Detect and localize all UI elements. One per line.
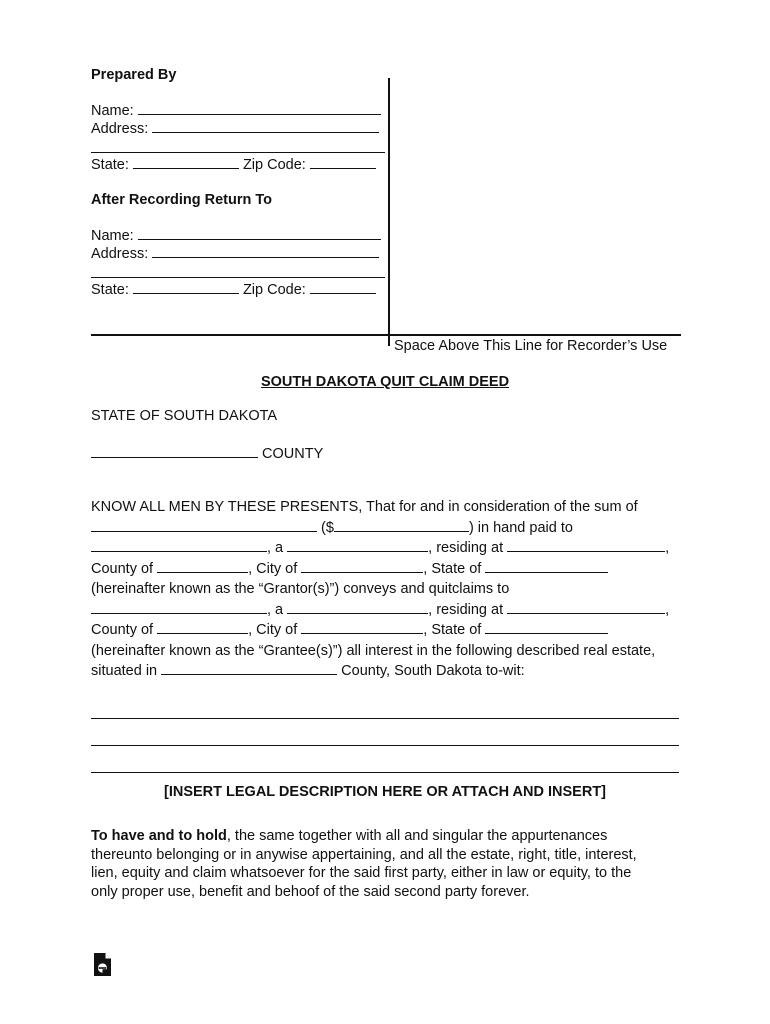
deed-body	[91, 497, 691, 682]
grantor-clause: (hereinafter known as the “Grantor(s)”) conveys and quitclaims to	[91, 581, 510, 597]
grantor-residing-label: , residing at	[428, 540, 504, 556]
grantee-state-blank[interactable]	[485, 621, 608, 634]
prepared-by-state-label: State:	[91, 157, 129, 173]
recorder-vertical-divider	[388, 78, 390, 346]
dollar-open: ($	[321, 519, 334, 536]
habendum-line-4: only proper use, benefit and behoof of the said second party forever.	[91, 883, 530, 900]
grantor-city-label: , City of	[248, 560, 298, 577]
grantee-a-label: , a	[267, 601, 284, 618]
body-row-3	[91, 538, 691, 559]
legal-description-line-1[interactable]	[91, 718, 679, 719]
body-row-2	[91, 518, 691, 539]
legal-description-instruction: [INSERT LEGAL DESCRIPTION HERE OR ATTACH AND INSERT]	[164, 784, 606, 800]
grantee-city-label: , City of	[248, 622, 298, 638]
legal-description-line-3[interactable]	[91, 772, 679, 773]
return-to-address-row	[91, 245, 379, 262]
grantee-state-label: , State of	[423, 622, 482, 638]
habendum-line-1-rest: , the same together with all and singular the appurtenances	[226, 828, 608, 844]
prepared-by-address-blank[interactable]	[152, 120, 379, 133]
recorder-note: Space Above This Line for Recorder’s Use	[394, 338, 668, 354]
consideration-amount-blank[interactable]	[334, 519, 469, 532]
county-blank[interactable]	[91, 445, 258, 458]
return-to-state-label: State:	[91, 282, 129, 298]
grantor-comma: ,	[665, 540, 670, 556]
prepared-by-heading: Prepared By	[91, 67, 177, 83]
grantee-residing-label: , residing at	[428, 601, 504, 618]
habendum-line-2: thereunto belonging or in anywise appertaining, and all the estate, right, title, interest,	[91, 846, 637, 863]
return-to-name-blank[interactable]	[138, 227, 381, 240]
situated-county-blank[interactable]	[161, 662, 337, 675]
body-row-4	[91, 559, 691, 580]
eforms-logo-icon	[93, 952, 112, 977]
return-to-address-line2[interactable]	[91, 277, 385, 278]
legal-description-line-2[interactable]	[91, 745, 679, 746]
body-row-7	[91, 620, 691, 641]
return-to-state-blank[interactable]	[133, 281, 239, 294]
body-row-5	[91, 579, 691, 600]
prepared-by-address-row	[91, 120, 379, 137]
return-to-name-label: Name:	[91, 228, 134, 244]
county-row	[91, 445, 323, 462]
grantor-address-blank[interactable]	[507, 539, 665, 552]
prepared-by-state-blank[interactable]	[133, 156, 239, 169]
prepared-by-name-blank[interactable]	[138, 102, 381, 115]
body-row-8	[91, 641, 691, 662]
prepared-by-zip-blank[interactable]	[310, 156, 376, 169]
habendum-paragraph	[91, 827, 691, 901]
prepared-by-name-label: Name:	[91, 103, 134, 119]
body-row-6	[91, 600, 691, 621]
grantor-county-label: County of	[91, 560, 154, 577]
opening-text: KNOW ALL MEN BY THESE PRESENTS, That for and in consideration of the sum of	[91, 499, 638, 515]
grantee-clause: (hereinafter known as the “Grantee(s)”) all interest in the following described real estate,	[91, 642, 656, 659]
return-to-zip-label: Zip Code:	[242, 282, 306, 298]
grantor-status-blank[interactable]	[287, 539, 428, 552]
grantee-status-blank[interactable]	[287, 601, 428, 614]
prepared-by-address-line2[interactable]	[91, 152, 385, 153]
consideration-words-blank[interactable]	[91, 519, 317, 532]
county-sd-label: County, South Dakota to-wit:	[341, 663, 525, 679]
return-to-name-row	[91, 227, 381, 244]
prepared-by-zip-label: Zip Code:	[242, 157, 306, 173]
body-row-1	[91, 497, 691, 518]
habendum-line-3: lien, equity and claim whatsoever for the said first party, either in law or equity, to the	[91, 865, 632, 881]
return-to-state-row	[91, 281, 376, 298]
return-to-zip-blank[interactable]	[310, 281, 376, 294]
return-to-address-blank[interactable]	[152, 245, 379, 258]
state-line: STATE OF SOUTH DAKOTA	[91, 408, 278, 424]
dollar-close: ) in hand paid to	[468, 519, 573, 536]
grantee-county-blank[interactable]	[157, 621, 248, 634]
grantee-address-blank[interactable]	[507, 601, 665, 614]
county-label: COUNTY	[262, 446, 324, 462]
grantor-city-blank[interactable]	[301, 560, 423, 573]
grantor-state-label: , State of	[423, 560, 482, 577]
recorder-horizontal-divider	[91, 334, 681, 336]
prepared-by-state-row	[91, 156, 376, 173]
body-row-9	[91, 661, 691, 682]
grantee-county-label: County of	[91, 622, 154, 638]
document-title: SOUTH DAKOTA QUIT CLAIM DEED	[260, 374, 510, 390]
grantor-a-label: , a	[267, 540, 284, 556]
prepared-by-address-label: Address:	[91, 121, 149, 137]
grantee-name-blank[interactable]	[91, 601, 267, 614]
grantee-city-blank[interactable]	[301, 621, 423, 634]
habendum-bold-lead: To have and to hold	[91, 828, 227, 844]
return-to-heading: After Recording Return To	[91, 192, 272, 208]
situated-label: situated in	[91, 663, 158, 679]
return-to-address-label: Address:	[91, 246, 149, 262]
grantee-comma: ,	[665, 601, 670, 618]
grantor-name-blank[interactable]	[91, 539, 267, 552]
grantor-state-blank[interactable]	[485, 560, 608, 573]
grantor-county-blank[interactable]	[157, 560, 248, 573]
habendum-line-1	[91, 827, 691, 846]
prepared-by-name-row	[91, 102, 381, 119]
